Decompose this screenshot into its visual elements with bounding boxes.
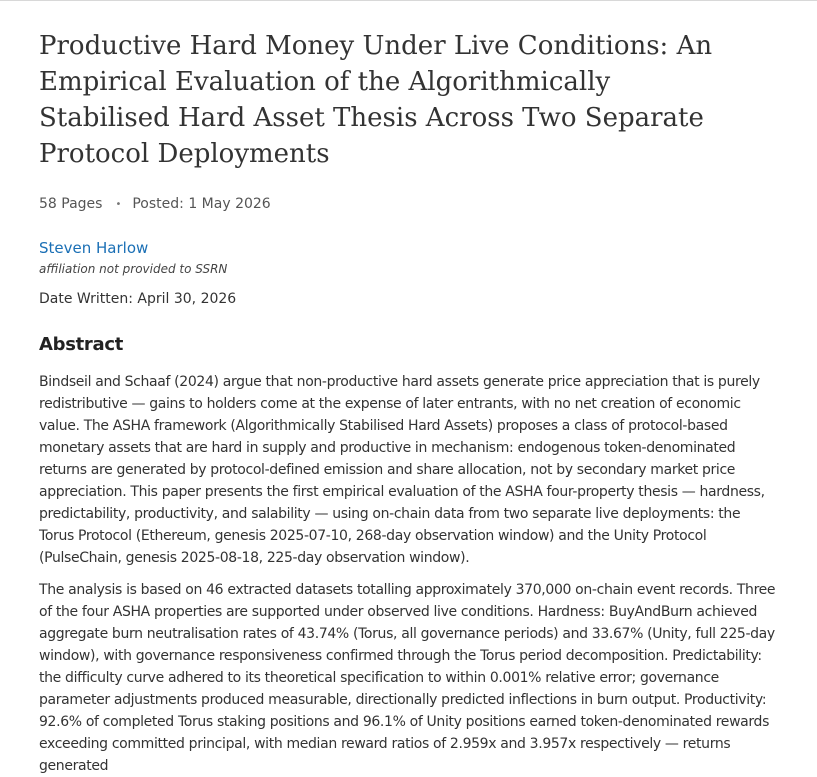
paper-title: Productive Hard Money Under Live Conditions: An Empirical Evaluation of the Algorithmically Stabilised Hard Asset Thesis Across Two Separate Protocol Deployments [39,31,713,169]
author-affiliation: affiliation not provided to SSRN [39,262,228,276]
abstract-heading: Abstract [39,334,124,355]
paper-meta [39,195,779,213]
author-link[interactable]: Steven Harlow [39,239,149,257]
posted-date: Posted: 1 May 2026 [132,196,271,212]
abstract-body [39,371,779,777]
date-written: Date Written: April 30, 2026 [39,291,237,307]
page-count: 58 Pages [39,196,103,212]
separator-dot: • [115,199,122,210]
abstract-paragraph: Bindseil and Schaaf (2024) argue that non-productive hard assets generate price appreciation that is purely redistributive — gains to holders come at the expense of later entrants, with no net creation of economic value. The ASHA framework (Algorithmically Stabilised Hard Assets) proposes a class of protocol-based monetary assets that are hard in supply and productive in mechanism: endogenous token-denominated returns are generated by protocol-defined emission and share allocation, not by secondary market price appreciation. This paper presents the first empirical evaluation of the ASHA four-property thesis — hardness, predictability, productivity, and salability — using on-chain data from two separate live deployments: the Torus Protocol (Ethereum, genesis 2025-07-10, 268-day observation window) and the Unity Protocol (PulseChain, genesis 2025-08-18, 225-day observation window). [39,374,765,566]
abstract-paragraph: The analysis is based on 46 extracted datasets totalling approximately 370,000 on-chain event records. Three of the four ASHA properties are supported under observed live conditions. Hardness: BuyAndBurn achieved aggregate burn neutralisation rates of 43.74% (Torus, all governance periods) and 33.67% (Unity, full 225-day window), with governance responsiveness confirmed through the Torus period decomposition. Predictability: the difficulty curve adhered to its theoretical specification to within 0.001% relative error; governance parameter adjustments produced measurable, directionally predicted inflections in burn output. Productivity: 92.6% of completed Torus staking positions and 96.1% of Unity positions earned token-denominated rewards exceeding committed principal, with median reward ratios of 2.959x and 3.957x respectively — returns generated [39,582,776,774]
paper-page [39,28,779,777]
top-divider [0,0,817,1]
